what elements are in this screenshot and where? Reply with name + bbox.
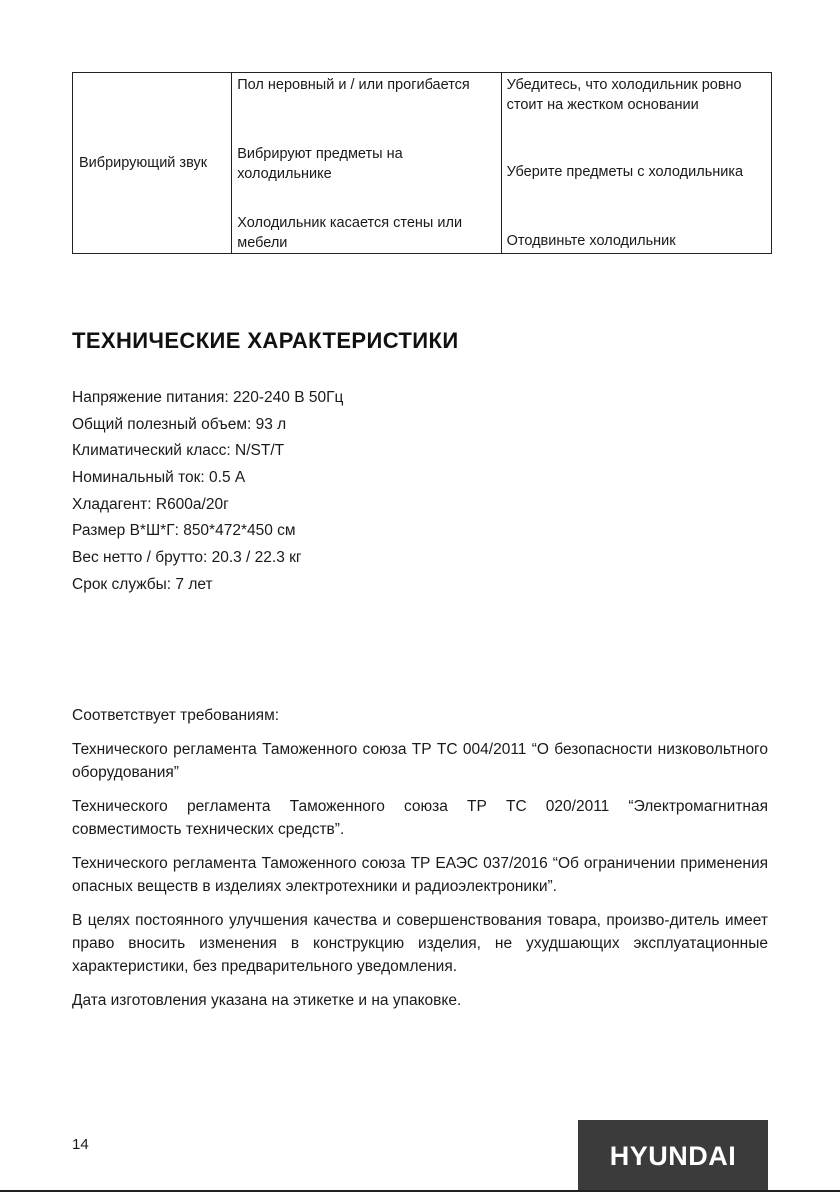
troubleshooting-table: [72, 72, 772, 254]
compliance-paragraph: Дата изготовления указана на этикетке и на упаковке.: [72, 992, 462, 1009]
problem-cell: [73, 73, 232, 254]
spec-item: Хладагент: R600a/20г: [72, 495, 229, 513]
compliance-section: [72, 704, 768, 1023]
compliance-paragraph: Технического регламента Таможенного союза ТР ТС 020/2011 “Электромагнитная совместимость технических средств”.: [72, 798, 768, 838]
brand-name: HYUNDAI: [609, 1140, 737, 1171]
spec-item: Вес нетто / брутто: 20.3 / 22.3 кг: [72, 549, 302, 567]
spec-list: [72, 385, 343, 599]
cause-text: Холодильник касается стены или мебели: [237, 215, 463, 251]
compliance-paragraph: Технического регламента Таможенного союза ТР ЕАЭС 037/2016 “Об ограничении применения опасных веществ в изделиях электротехники и радиоэлектроники”.: [72, 855, 768, 895]
compliance-paragraph: В целях постоянного улучшения качества и совершенствования товара, произво-дитель имеет право вносить изменения в конструкцию изделия, не ухудшающих эксплуатационные характеристики, без предварительного уведомления.: [72, 912, 768, 975]
cause-text: Пол неровный и / или прогибается: [237, 77, 470, 93]
causes-cell: [232, 73, 501, 254]
problem-text: Вибрирующий звук: [79, 155, 208, 171]
spec-item: Климатический класс: N/ST/T: [72, 442, 285, 460]
spec-item: Номинальный ток: 0.5 А: [72, 469, 246, 487]
brand-logo: [578, 1120, 768, 1192]
solution-text: Отодвиньте холодильник: [506, 233, 676, 249]
compliance-lead: Соответствует требованиям:: [72, 707, 280, 724]
spec-item: Напряжение питания: 220-240 В 50Гц: [72, 389, 344, 406]
spec-item: Размер В*Ш*Г: 850*472*450 см: [72, 522, 296, 540]
page-number: 14: [72, 1136, 89, 1153]
spec-item: Срок службы: 7 лет: [72, 575, 213, 593]
compliance-paragraph: Технического регламента Таможенного союза ТР ТС 004/2011 “О безопасности низковольтного оборудования”: [72, 741, 768, 781]
solution-text: Убедитесь, что холодильник ровно стоит на жестком основании: [506, 77, 742, 113]
section-title: ТЕХНИЧЕСКИЕ ХАРАКТЕРИСТИКИ: [72, 328, 459, 353]
spec-item: Общий полезный объем: 93 л: [72, 415, 287, 433]
table-row: [73, 73, 772, 254]
solutions-cell: [501, 73, 771, 254]
solution-text: Уберите предметы с холодильника: [506, 164, 744, 180]
cause-text: Вибрируют предметы на холодильнике: [237, 146, 403, 182]
